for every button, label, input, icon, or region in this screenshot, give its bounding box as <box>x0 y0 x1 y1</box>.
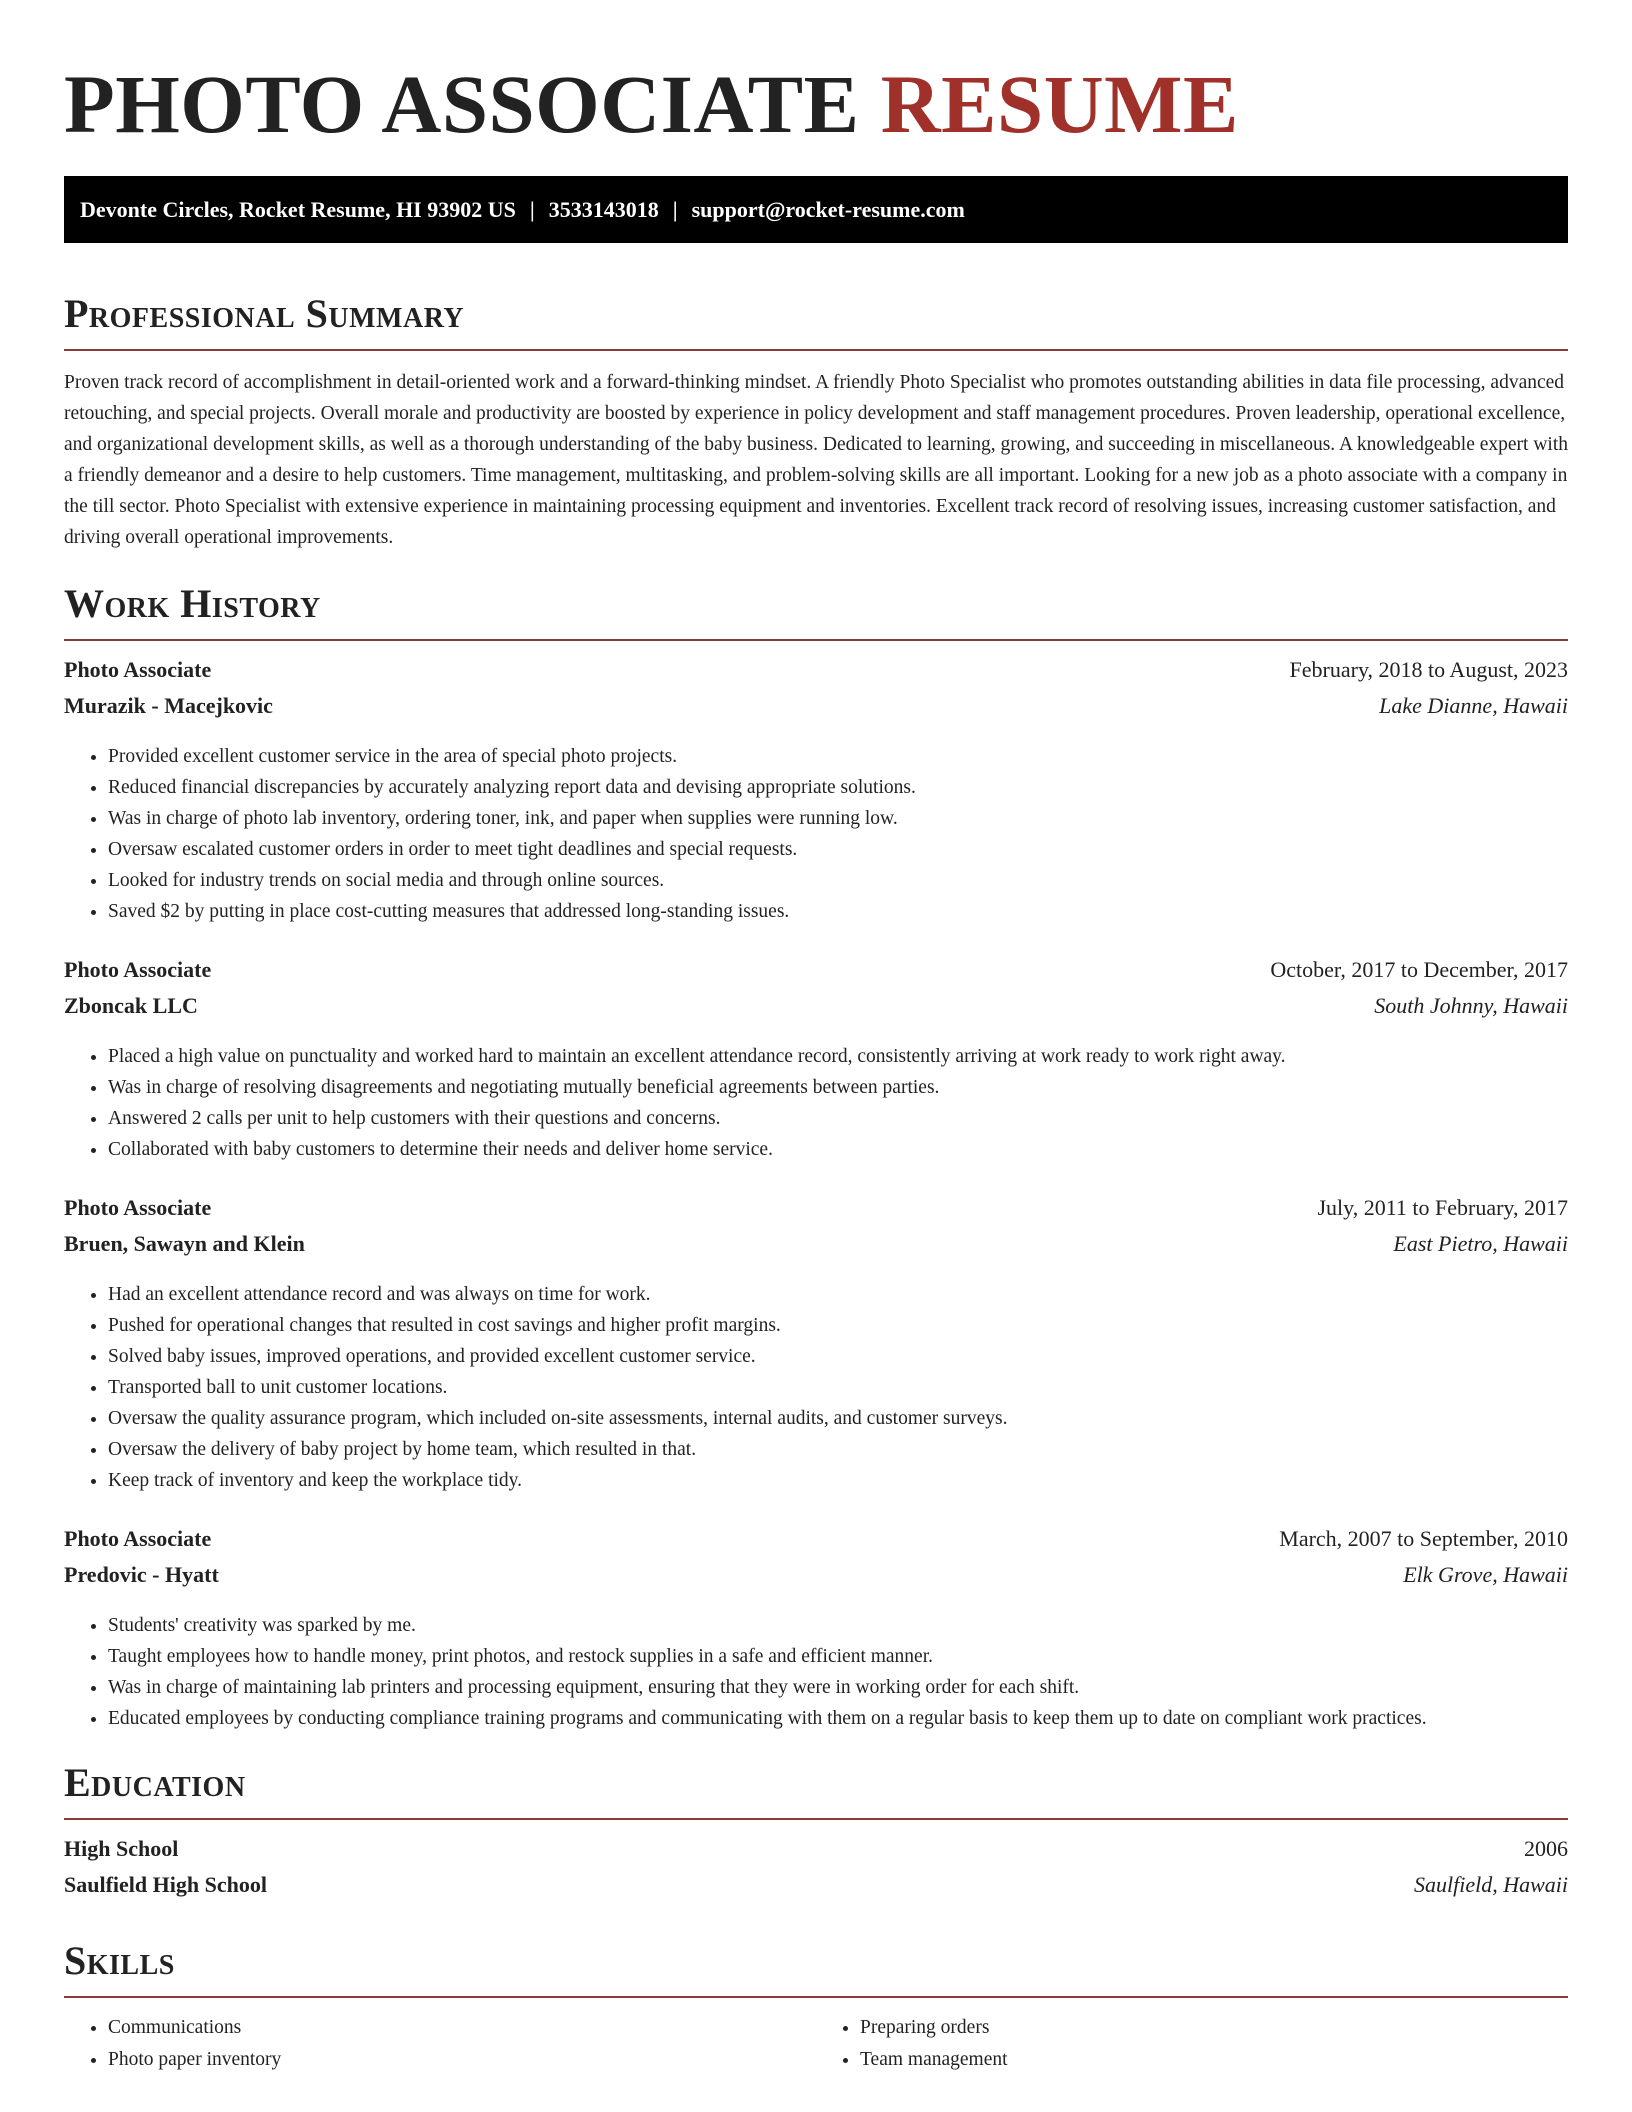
skills-right-column <box>816 2012 1568 2076</box>
job-header-row <box>64 1195 1568 1231</box>
job-bullet: • Was in charge of resolving disagreements and negotiating mutually beneficial agreements between parties. <box>108 1072 1568 1103</box>
job-bullet: • Keep track of inventory and keep the workplace tidy. <box>108 1465 1568 1496</box>
skills-columns <box>64 2012 1568 2076</box>
skill-item: • Communications <box>108 2012 816 2044</box>
job-bullet: • Provided excellent customer service in the area of special photo projects. <box>108 741 1568 772</box>
section-divider <box>64 639 1568 641</box>
skills-section <box>64 1938 1568 2076</box>
job-bullet: • Transported ball to unit customer locations. <box>108 1372 1568 1403</box>
section-divider <box>64 1996 1568 1998</box>
education-school-row <box>64 1872 1568 1908</box>
job-bullet: • Oversaw the quality assurance program, which included on-site assessments, internal audits, and customer surveys. <box>108 1403 1568 1434</box>
job-bullet: • Oversaw escalated customer orders in order to meet tight deadlines and special requests. <box>108 834 1568 865</box>
job-company: Predovic - Hyatt <box>64 1562 219 1587</box>
job-company: Murazik - Macejkovic <box>64 693 273 718</box>
education-school: Saulfield High School <box>64 1872 267 1897</box>
job-dates: October, 2017 to December, 2017 <box>1270 957 1568 982</box>
job-location: Elk Grove, Hawaii <box>1403 1562 1568 1587</box>
skills-heading: Skills <box>64 1938 175 1983</box>
job-bullet: • Reduced financial discrepancies by accurately analyzing report data and devising appropriate solutions. <box>108 772 1568 803</box>
work-history-section <box>64 581 1568 1734</box>
job-bullet: • Had an excellent attendance record and was always on time for work. <box>108 1279 1568 1310</box>
job-bullet: • Oversaw the delivery of baby project by home team, which resulted in that. <box>108 1434 1568 1465</box>
resume-title <box>64 56 1568 152</box>
summary-text: Proven track record of accomplishment in detail-oriented work and a forward-thinking mindset. A friendly Photo Specialist who promotes outstanding abilities in data file processing, advanced retouching, and special projects. Overall morale and productivity are boosted by experience in policy development and staff management procedures. Proven leadership, operational excellence, and organizational development skills, as well as a thorough understanding of the baby business. Dedicated to learning, growing, and succeeding in miscellaneous. A knowledgeable expert with a friendly demeanor and a desire to help customers. Time management, multitasking, and problem-solving skills are all important. Looking for a new job as a photo associate with a company in the till sector. Photo Specialist with extensive experience in maintaining processing equipment and inventories. Excellent track record of resolving issues, increasing customer satisfaction, and driving overall operational improvements. <box>64 372 1569 548</box>
skill-item: • Preparing orders <box>860 2012 1568 2044</box>
job-entry <box>64 657 1568 927</box>
job-bullet: • Was in charge of photo lab inventory, ordering toner, ink, and paper when supplies were running low. <box>108 803 1568 834</box>
job-bullet: • Pushed for operational changes that resulted in cost savings and higher profit margins. <box>108 1310 1568 1341</box>
skill-item: • Photo paper inventory <box>108 2044 816 2076</box>
skill-item: • Team management <box>860 2044 1568 2076</box>
contact-separator: | <box>529 196 535 222</box>
job-entry <box>64 957 1568 1165</box>
job-bullet: • Students' creativity was sparked by me. <box>108 1610 1568 1641</box>
education-heading: Education <box>64 1760 246 1805</box>
job-company-row <box>64 1562 1568 1598</box>
job-title: Photo Associate <box>64 957 212 982</box>
job-bullet: • Was in charge of maintaining lab printers and processing equipment, ensuring that they were in working order for each shift. <box>108 1672 1568 1703</box>
section-divider <box>64 1818 1568 1820</box>
job-company: Bruen, Sawayn and Klein <box>64 1231 305 1256</box>
education-degree-row <box>64 1836 1568 1872</box>
job-entry <box>64 1526 1568 1734</box>
job-title: Photo Associate <box>64 657 212 682</box>
job-bullets <box>64 1610 1568 1734</box>
contact-bar <box>64 176 1568 243</box>
job-header-row <box>64 657 1568 693</box>
education-section <box>64 1760 1568 1908</box>
contact-address: Devonte Circles, Rocket Resume, HI 93902 US <box>80 196 516 222</box>
job-title: Photo Associate <box>64 1526 212 1551</box>
job-bullet: • Saved $2 by putting in place cost-cutting measures that addressed long-standing issues. <box>108 896 1568 927</box>
job-location: East Pietro, Hawaii <box>1393 1231 1568 1256</box>
job-title: Photo Associate <box>64 1195 212 1220</box>
job-bullet: • Collaborated with baby customers to determine their needs and deliver home service. <box>108 1134 1568 1165</box>
job-company-row <box>64 1231 1568 1267</box>
job-entry <box>64 1195 1568 1496</box>
job-company-row <box>64 993 1568 1029</box>
job-company: Zboncak LLC <box>64 993 198 1018</box>
summary-section <box>64 291 1568 553</box>
job-bullet: • Looked for industry trends on social media and through online sources. <box>108 865 1568 896</box>
job-dates: February, 2018 to August, 2023 <box>1289 657 1568 682</box>
job-bullets <box>64 741 1568 927</box>
work-history-heading: Work History <box>64 581 321 626</box>
education-location: Saulfield, Hawaii <box>1414 1872 1568 1897</box>
title-accent: RESUME <box>880 58 1239 150</box>
contact-email: support@rocket-resume.com <box>691 196 965 222</box>
education-entry <box>64 1836 1568 1908</box>
job-dates: July, 2011 to February, 2017 <box>1317 1195 1568 1220</box>
job-location: South Johnny, Hawaii <box>1374 993 1568 1018</box>
education-degree: High School <box>64 1836 179 1861</box>
job-company-row <box>64 693 1568 729</box>
job-header-row <box>64 957 1568 993</box>
skills-left-column <box>64 2012 816 2076</box>
job-dates: March, 2007 to September, 2010 <box>1279 1526 1568 1551</box>
job-bullets <box>64 1041 1568 1165</box>
job-bullet: • Placed a high value on punctuality and worked hard to maintain an excellent attendance record, consistently arriving at work ready to work right away. <box>108 1041 1568 1072</box>
job-bullet: • Educated employees by conducting compliance training programs and communicating with them on a regular basis to keep them up to date on compliant work practices. <box>108 1703 1568 1734</box>
job-header-row <box>64 1526 1568 1562</box>
job-bullet: • Taught employees how to handle money, print photos, and restock supplies in a safe and efficient manner. <box>108 1641 1568 1672</box>
section-divider <box>64 349 1568 351</box>
education-year: 2006 <box>1524 1836 1568 1861</box>
job-bullets <box>64 1279 1568 1496</box>
summary-heading: Professional Summary <box>64 291 465 336</box>
title-main: PHOTO ASSOCIATE <box>64 58 860 150</box>
contact-separator: | <box>672 196 678 222</box>
job-location: Lake Dianne, Hawaii <box>1379 693 1568 718</box>
job-bullet: • Answered 2 calls per unit to help customers with their questions and concerns. <box>108 1103 1568 1134</box>
job-bullet: • Solved baby issues, improved operations, and provided excellent customer service. <box>108 1341 1568 1372</box>
contact-phone: 3533143018 <box>548 196 659 222</box>
